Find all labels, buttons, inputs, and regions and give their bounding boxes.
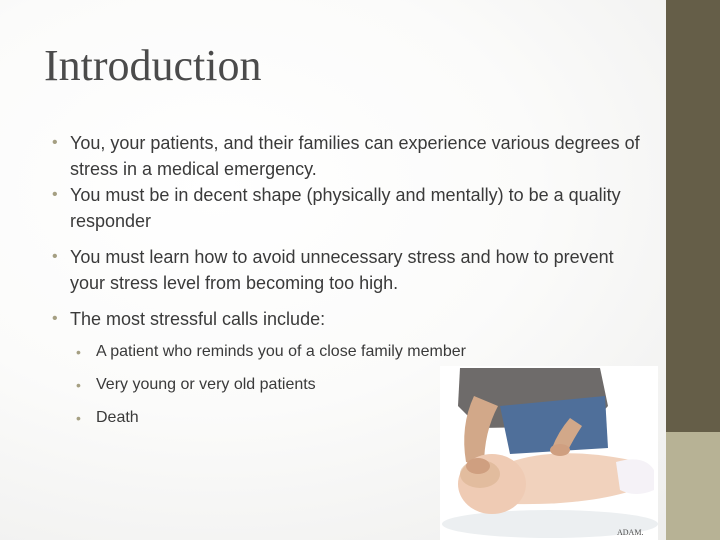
bullet-icon: • [52,186,58,203]
bullet-item [52,244,642,296]
decorative-sidebar-dark [666,0,720,432]
bullet-icon: • [52,134,58,151]
bullet-text: The most stressful calls include: [70,309,326,329]
bullet-icon: • [52,310,58,327]
adam-logo: ADAM. [617,528,644,537]
bullet-item [52,182,642,234]
bullet-item [52,306,642,332]
bullet-text: You, your patients, and their families can experience various degrees of stress in a medical emergency. [70,133,640,179]
sub-bullet-item [76,340,642,364]
bullet-item [52,130,642,182]
decorative-sidebar-light [666,432,720,540]
infant-cpr-photo [440,366,658,540]
bullet-icon: • [76,410,81,426]
bullet-icon: • [76,377,81,393]
sub-bullet-text: Very young or very old patients [96,376,316,393]
slide-title: Introduction [44,41,262,90]
bullet-text: You must be in decent shape (physically and mentally) to be a quality responder [70,185,621,231]
bullet-icon: • [52,248,58,265]
bullet-text: You must learn how to avoid unnecessary stress and how to prevent your stress level from becoming too high. [70,247,614,293]
sub-bullet-text: A patient who reminds you of a close family member [96,343,466,360]
bullet-icon: • [76,344,81,360]
sub-bullet-text: Death [96,409,139,426]
